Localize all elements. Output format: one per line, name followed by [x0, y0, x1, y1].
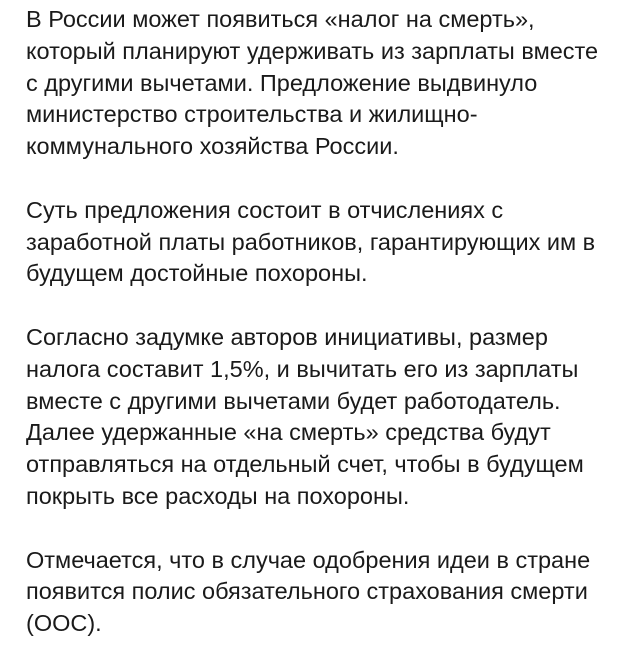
text-line: заработной платы работников, гарантирующих им в [26, 228, 596, 255]
text-line: который планируют удерживать из зарплаты вместе [26, 37, 599, 64]
text-line: покрыть все расходы на похороны. [26, 482, 410, 509]
text-line: коммунального хозяйства России. [26, 133, 399, 160]
text-line: Суть предложения состоит в отчислениях с [26, 196, 504, 223]
text-line: министерство строительства и жилищно- [26, 101, 478, 128]
article-text [26, 4, 636, 640]
text-line: будущем достойные похороны. [26, 260, 368, 287]
text-line: Далее удержанные «на смерть» средства будут [26, 419, 551, 446]
text-line: (ООС). [26, 610, 102, 637]
text-line: налога составит 1,5%, и вычитать его из зарплаты [26, 355, 579, 382]
text-line: появится полис обязательного страхования смерти [26, 578, 588, 605]
paragraph-conclusion [26, 545, 636, 640]
paragraph-details [26, 322, 636, 513]
text-line: Отмечается, что в случае одобрения идеи в стране [26, 546, 591, 573]
paragraph-essence [26, 195, 636, 290]
text-line: с другими вычетами. Предложение выдвинуло [26, 69, 538, 96]
text-line: Согласно задумке авторов инициативы, размер [26, 323, 548, 350]
text-line: вместе с другими вычетами будет работодатель. [26, 387, 561, 414]
text-line: отправляться на отдельный счет, чтобы в будущем [26, 451, 584, 478]
paragraph-intro [26, 4, 636, 163]
text-line: В России может появиться «налог на смерть», [26, 6, 535, 32]
